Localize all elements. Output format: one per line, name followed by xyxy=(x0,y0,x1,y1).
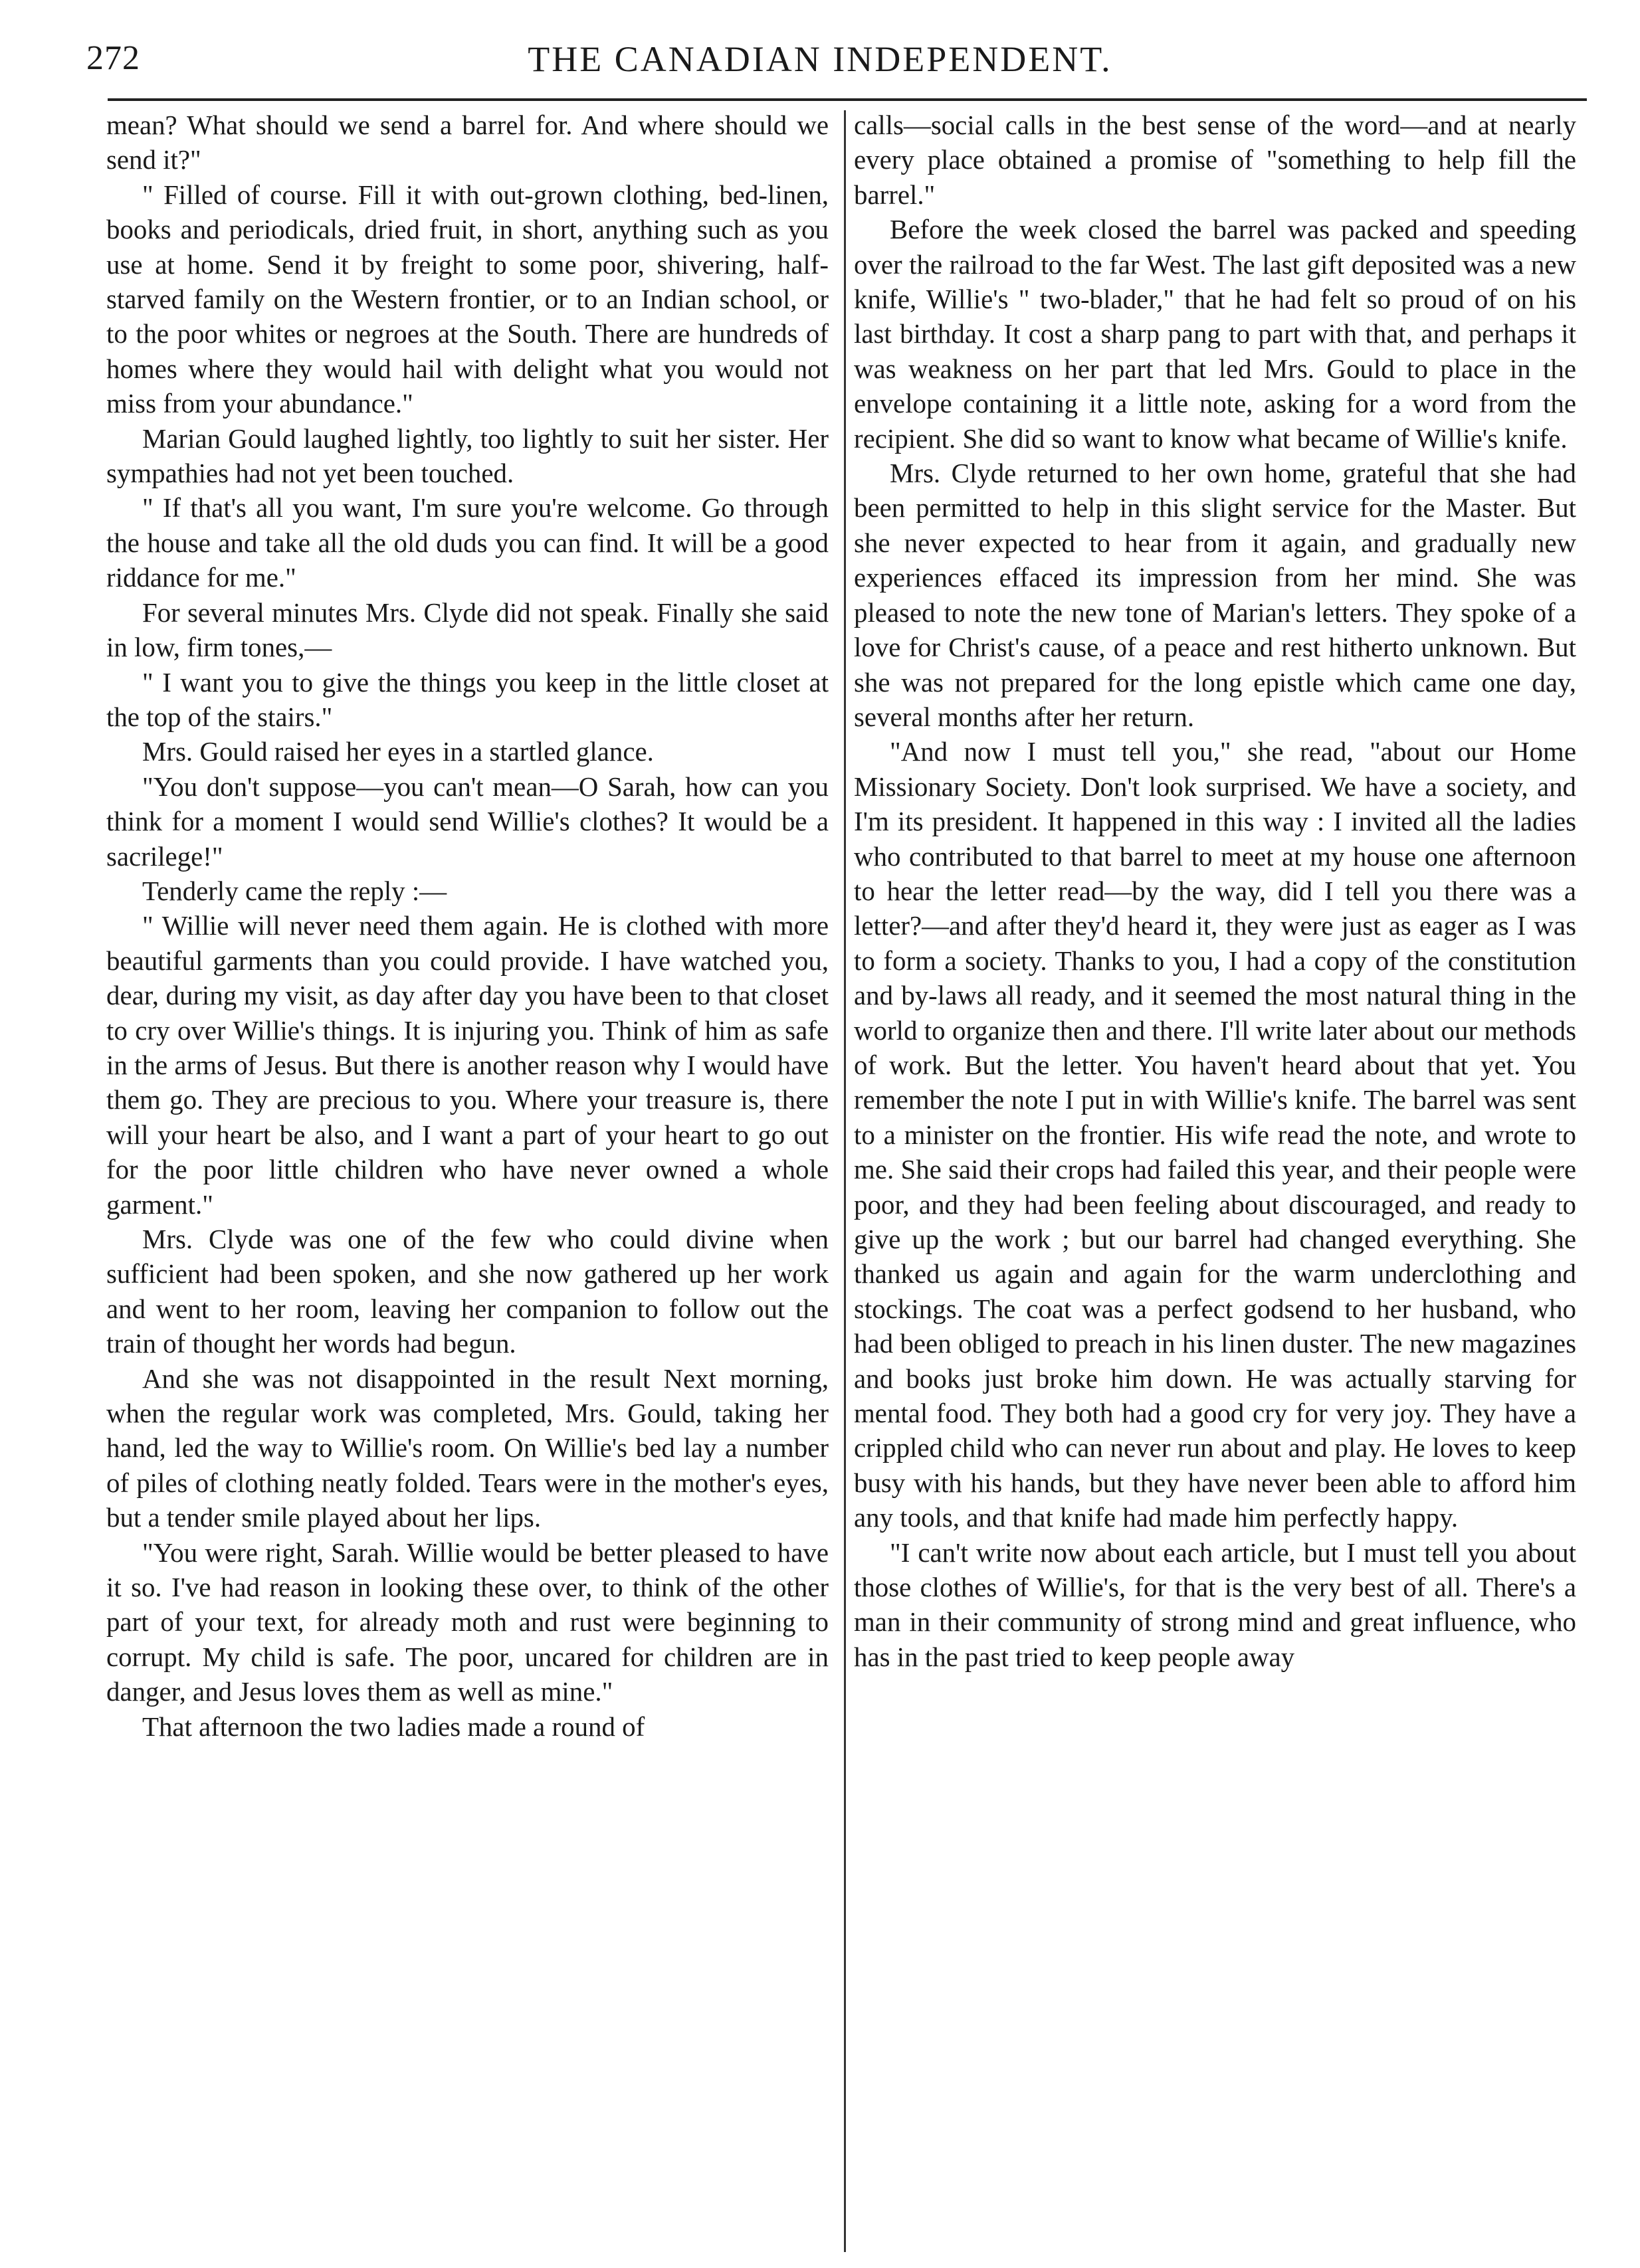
paragraph: Mrs. Clyde returned to her own home, grateful that she had been permitted to help in this slight service for the Master. But she never expected to hear from it again, and gradually new experiences effaced its impression from her mind. She was pleased to note the new tone of Marian's letters. They spoke of a love for Christ's cause, of a peace and rest hitherto unknown. But she was not prepared for the long epistle which came one day, several months after her return. xyxy=(854,458,1576,732)
running-title: THE CANADIAN INDEPENDENT. xyxy=(528,39,1112,79)
paragraph: "I can't write now about each article, but I must tell you about those clothes of Willie's, for that is the very best of all. There's a man in their community of strong mind and great influence, who has in the past tried to keep people away xyxy=(854,1537,1576,1672)
paragraph: Mrs. Gould raised her eyes in a startled glance. xyxy=(142,737,654,767)
paragraph: "And now I must tell you," she read, "about our Home Missionary Society. Don't look surprised. We have a society, and I'm its president. It happened in this way : I invited all the ladies who contributed to that barrel to meet at my house one afternoon to hear the letter read—by the way, did I tell you there was a letter?—and after they'd heard it, they were just as eager as I was to form a society. Thanks to you, I had a copy of the constitution and by-laws all ready, and it seemed the most natural thing in the world to organize then and there. I'll write later about our methods of work. But the letter. You haven't heard about that yet. You remember the note I put in with Willie's knife. The barrel was sent to a minister on the frontier. His wife read the note, and wrote to me. She said their crops had failed this year, and their people were poor, and they had been feeling about discouraged, and ready to give up the work ; but our barrel had changed everything. She thanked us again and again for the warm underclothing and stockings. The coat was a perfect godsend to her husband, who had been obliged to preach in his linen duster. The new magazines and books just broke him down. He was actually starving for mental food. They both had a good cry for very joy. They have a crippled child who can never run about and play. He loves to keep busy with his hands, but they have never been able to afford him any tools, and that knife had made him perfectly happy. xyxy=(854,737,1576,1533)
paragraph: " Willie will never need them again. He is clothed with more beautiful garments than you could provide. I have watched you, dear, during my visit, as day after day you have been to that closet to cry over Willie's things. It is injuring you. Think of him as safe in the arms of Jesus. But there is another reason why I would have them go. They are precious to you. Where your treasure is, there will your heart be also, and I want a part of your heart to go out for the poor little children who have never owned a whole garment." xyxy=(106,911,829,1220)
header-rule xyxy=(108,98,1587,101)
right-column xyxy=(854,108,1576,1675)
paragraph: For several minutes Mrs. Clyde did not speak. Finally she said in low, firm tones,— xyxy=(106,597,829,663)
paragraph: " If that's all you want, I'm sure you're welcome. Go through the house and take all the old duds you can find. It will be a good riddance for me." xyxy=(106,493,829,593)
left-column xyxy=(106,108,829,1745)
paragraph: "You don't suppose—you can't mean—O Sarah, how can you think for a moment I would send Willie's clothes? It would be a sacrilege!" xyxy=(106,771,829,872)
paragraph: "You were right, Sarah. Willie would be better pleased to have it so. I've had reason in looking these over, to think of the other part of your text, for already moth and rust were beginning to corrupt. My child is safe. The poor, uncared for children are in danger, and Jesus loves them as well as mine." xyxy=(106,1537,829,1707)
paragraph: And she was not disappointed in the result Next morning, when the regular work was completed, Mrs. Gould, taking her hand, led the way to Willie's room. On Willie's bed lay a number of piles of clothing neatly folded. Tears were in the mother's eyes, but a tender smile played about her lips. xyxy=(106,1363,829,1533)
column-divider xyxy=(844,110,846,2252)
paragraph: That afternoon the two ladies made a round of xyxy=(142,1711,645,1742)
paragraph: Tenderly came the reply :— xyxy=(142,876,447,906)
paragraph: " Filled of course. Fill it with out-grown clothing, bed-linen, books and periodicals, dried fruit, in short, anything such as you use at home. Send it by freight to some poor, shivering, half-starved family on the Western frontier, or to an Indian school, or to the poor whites or negroes at the South. There are hundreds of homes where they would hail with delight what you would not miss from your abundance." xyxy=(106,179,829,419)
page-header xyxy=(0,39,1640,92)
paragraph: Mrs. Clyde was one of the few who could divine when sufficient had been spoken, and she now gathered up her work and went to her room, leaving her companion to follow out the train of thought her words had begun. xyxy=(106,1224,829,1359)
paragraph: mean? What should we send a barrel for. And where should we send it?" xyxy=(106,110,829,175)
paragraph: calls—social calls in the best sense of the word—and at nearly every place obtained a promise of "something to help fill the barrel." xyxy=(854,110,1576,210)
paragraph: Before the week closed the barrel was packed and speeding over the railroad to the far West. The last gift deposited was a new knife, Willie's " two-blader," that he had felt so proud of on his last birthday. It cost a sharp pang to part with that, and perhaps it was weakness on her part that led Mrs. Gould to place in the envelope containing it a little note, asking for a word from the recipient. She did so want to know what became of Willie's knife. xyxy=(854,215,1576,454)
paragraph: Marian Gould laughed lightly, too lightly to suit her sister. Her sympathies had not yet been touched. xyxy=(106,423,829,489)
paragraph: " I want you to give the things you keep in the little closet at the top of the stairs." xyxy=(106,667,829,732)
page-number: 272 xyxy=(86,39,140,77)
